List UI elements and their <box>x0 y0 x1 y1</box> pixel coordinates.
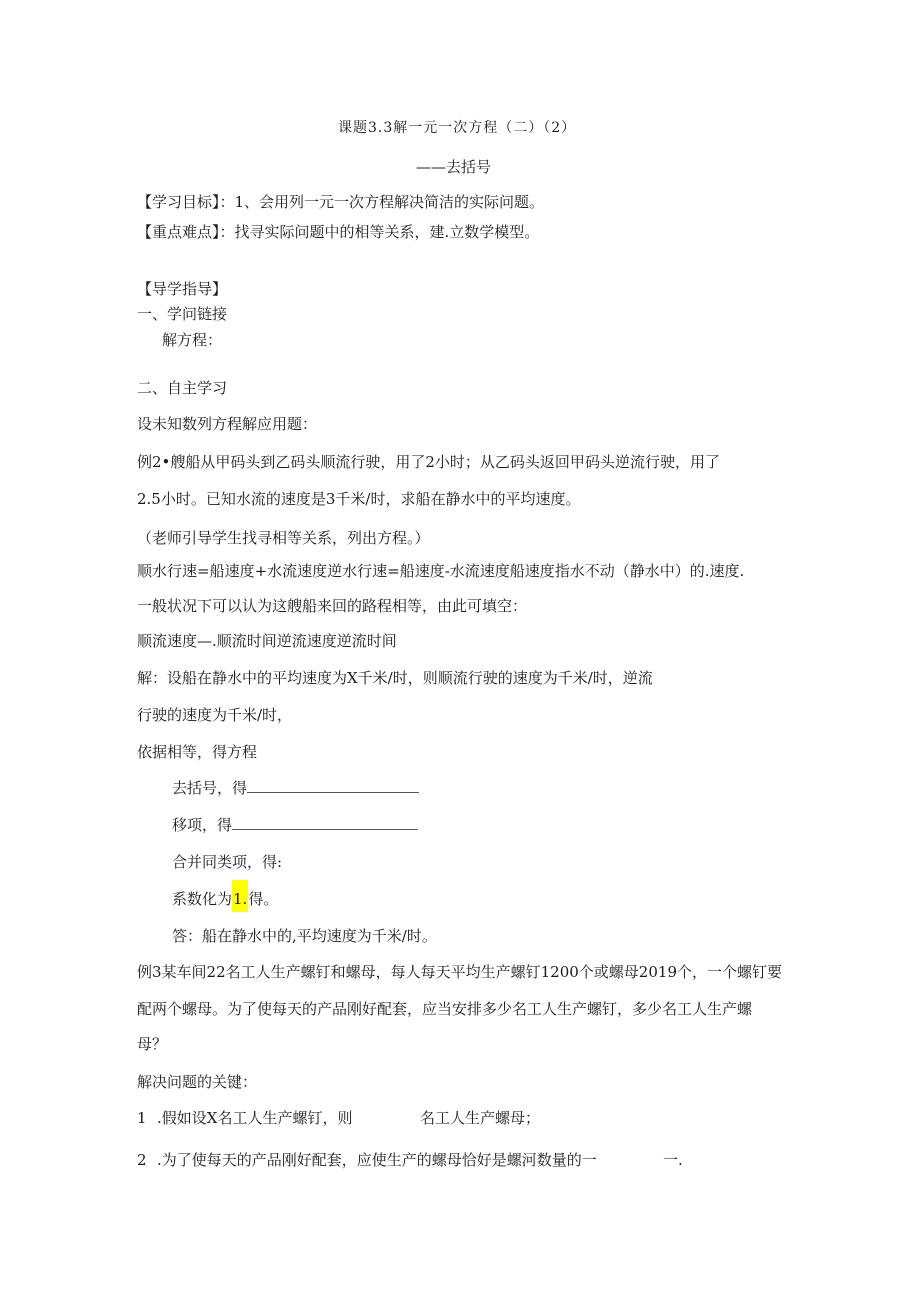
solution-line3: 依据相等，得方程 <box>137 743 258 761</box>
page-title: 课题3.3解一元一次方程（二）（2） <box>338 120 577 136</box>
key-point-2-text: .为了使每天的产品刚好配套，应使生产的螺母恰好是螺河数量的一 <box>157 1151 597 1169</box>
example2-line1: 例2•艘船从甲码头到乙码头顺流行驶，用了2小时；从乙码头返回甲码头逆流行驶，用了 <box>137 453 720 471</box>
section-knowledge-link: 一、学问链接 <box>137 305 228 323</box>
solution-line2: 行驶的速度为千米/时， <box>137 706 293 724</box>
guide-heading: 【导学指导】 <box>137 280 228 298</box>
example3-line1: 例3某车间22名工人生产螺钉和螺母，每人每天平均生产螺钉1200个或螺母2019个，一个螺钉要 <box>137 963 782 981</box>
example3-line2: 配两个螺母。为了使每天的产品刚好配套，应当安排多少名工人生产螺钉，多少名工人生产螺 <box>137 1000 753 1018</box>
answer-blank[interactable] <box>247 780 419 793</box>
step-coefficient-label: 系数化为 <box>172 890 233 908</box>
solution-line1: 解：设船在静水中的平均速度为X千米/时，则顺流行驶的速度为千米/时，逆流 <box>137 669 653 687</box>
intro-text: 设未知数列方程解应用题： <box>137 415 318 433</box>
step-coefficient-end: 得。 <box>248 890 279 908</box>
key-difficulty: 【重点难点】：找寻实际问题中的相等关系，建.立数学模型。 <box>137 223 540 241</box>
fill-in-line: 顺流速度—.顺流时间逆流速度逆流时间 <box>137 632 397 650</box>
key-point-1-text: .假如设X名工人生产螺钉，则 <box>157 1109 353 1127</box>
learning-goal: 【学习目标】：1、会用列一元一次方程解决简洁的实际问题。 <box>137 193 545 211</box>
step-coefficient <box>172 889 278 909</box>
answer-line: 答：船在静水中的,平均速度为千米/时。 <box>172 927 437 945</box>
key-point-1-tail: 名工人生产螺母； <box>420 1109 541 1127</box>
example2-line2: 2.5小时。已知水流的速度是3千米/时，求船在静水中的平均速度。 <box>137 490 581 508</box>
key-point-2-tail: 一. <box>663 1151 683 1169</box>
solve-equation-label: 解方程： <box>162 331 223 349</box>
step-transpose <box>172 815 418 835</box>
general-statement: 一般状况下可以认为这艘船来回的路程相等，由此可填空： <box>137 597 528 615</box>
answer-blank[interactable] <box>232 817 418 830</box>
highlighted-number: 1. <box>232 880 248 912</box>
step-transpose-label: 移项，得 <box>172 816 233 834</box>
teacher-note: （老师引导学生找寻相等关系，列出方程。） <box>137 529 430 547</box>
section-self-study: 二、自主学习 <box>137 379 228 397</box>
page-subtitle: ——去括号 <box>416 158 492 176</box>
step-remove-brackets-label: 去括号，得 <box>172 779 248 797</box>
key-heading: 解决问题的关键： <box>137 1073 258 1091</box>
speed-formula: 顺水行速=船速度+水流速度逆水行速=船速度-水流速度船速度指水不动（静水中）的.速度. <box>137 562 745 580</box>
step-remove-brackets <box>172 778 419 798</box>
key-point-2-number: 2 <box>137 1151 147 1169</box>
step-combine: 合并同类项，得: <box>172 853 283 871</box>
example3-line3: 母？ <box>137 1035 168 1053</box>
key-point-1-number: 1 <box>137 1109 147 1127</box>
